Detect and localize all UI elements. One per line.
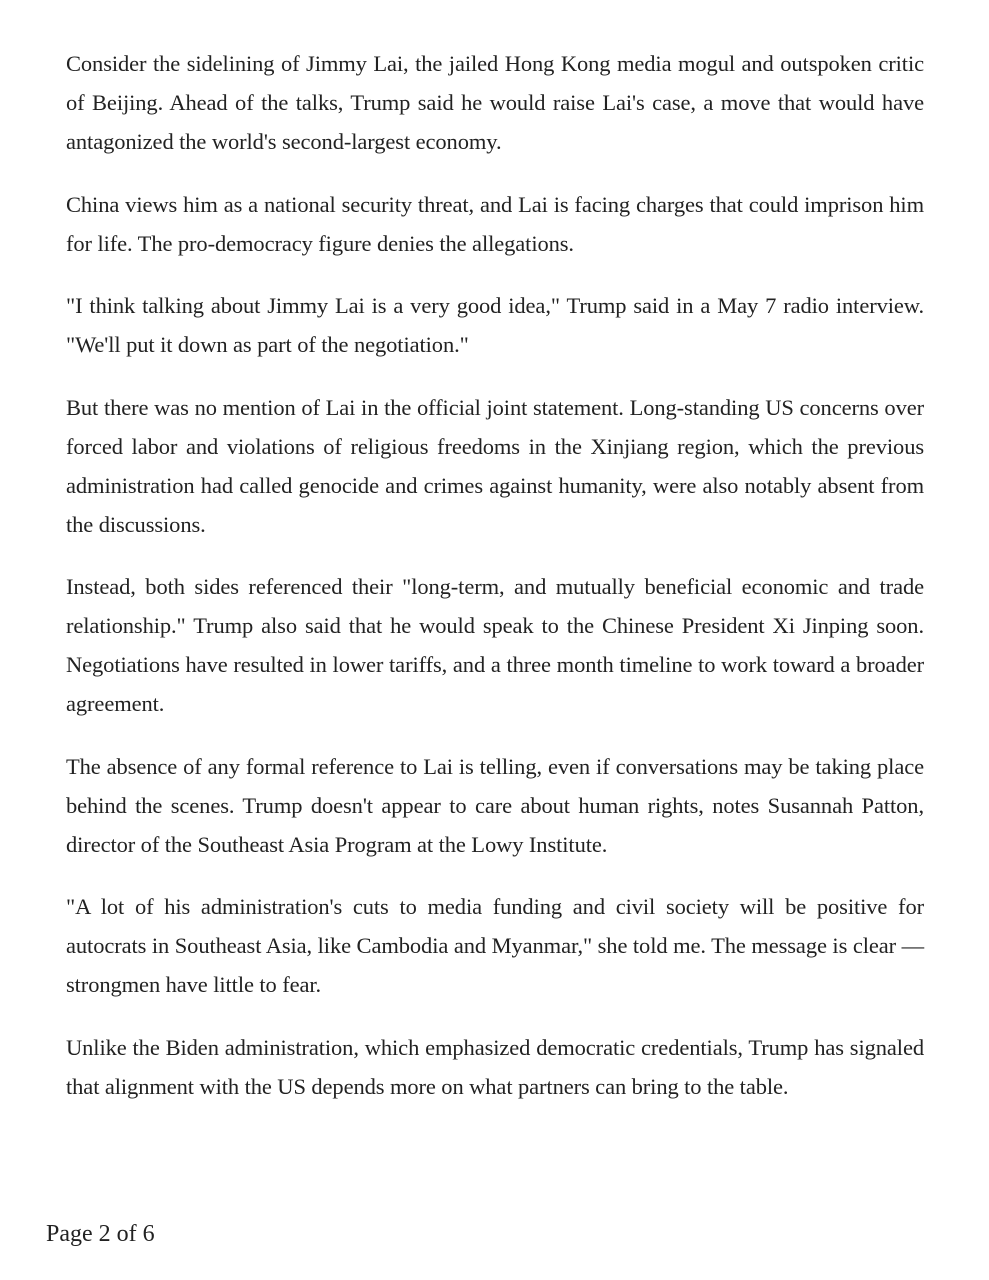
paragraph-joint-statement: But there was no mention of Lai in the official joint statement. Long-standing US concerns over forced labor and violations of religious freedoms in the Xinjiang region, which the previous administration had called genocide and crimes against humanity, were also notably absent from the discussions. (66, 394, 924, 537)
page-number: Page 2 of 6 (46, 1221, 155, 1247)
paragraph-national-security: China views him as a national security threat, and Lai is facing charges that could imprison him for life. The pro-democracy figure denies the allegations. (66, 191, 924, 256)
paragraph-trump-quote: "I think talking about Jimmy Lai is a very good idea," Trump said in a May 7 radio interview. "We'll put it down as part of the negotiation." (66, 293, 924, 357)
paragraph-absence-telling: The absence of any formal reference to Lai is telling, even if conversations may be taking place behind the scenes. Trump doesn't appear to care about human rights, notes Susannah Patton, director of the Southeast Asia Program at the Lowy Institute. (66, 753, 924, 857)
paragraph-biden-contrast: Unlike the Biden administration, which emphasized democratic credentials, Trump has signaled that alignment with the US depends more on what partners can bring to the table. (66, 1034, 924, 1099)
paragraph-lai-sidelining: Consider the sidelining of Jimmy Lai, the jailed Hong Kong media mogul and outspoken critic of Beijing. Ahead of the talks, Trump said he would raise Lai's case, a move that would have antagonized the world's second-largest economy. (66, 51, 924, 154)
paragraph-patton-quote: "A lot of his administration's cuts to media funding and civil society will be positive for autocrats in Southeast Asia, like Cambodia and Myanmar," she told me. The message is clear — strongmen have little to fear. (66, 894, 924, 997)
article-body (66, 44, 924, 1129)
paragraph-trade-relationship: Instead, both sides referenced their "long-term, and mutually beneficial economic and trade relationship." Trump also said that he would speak to the Chinese President Xi Jinping soon. Negotiations have resulted in lower tariffs, and a three month timeline to work toward a broader agreement. (66, 574, 924, 716)
